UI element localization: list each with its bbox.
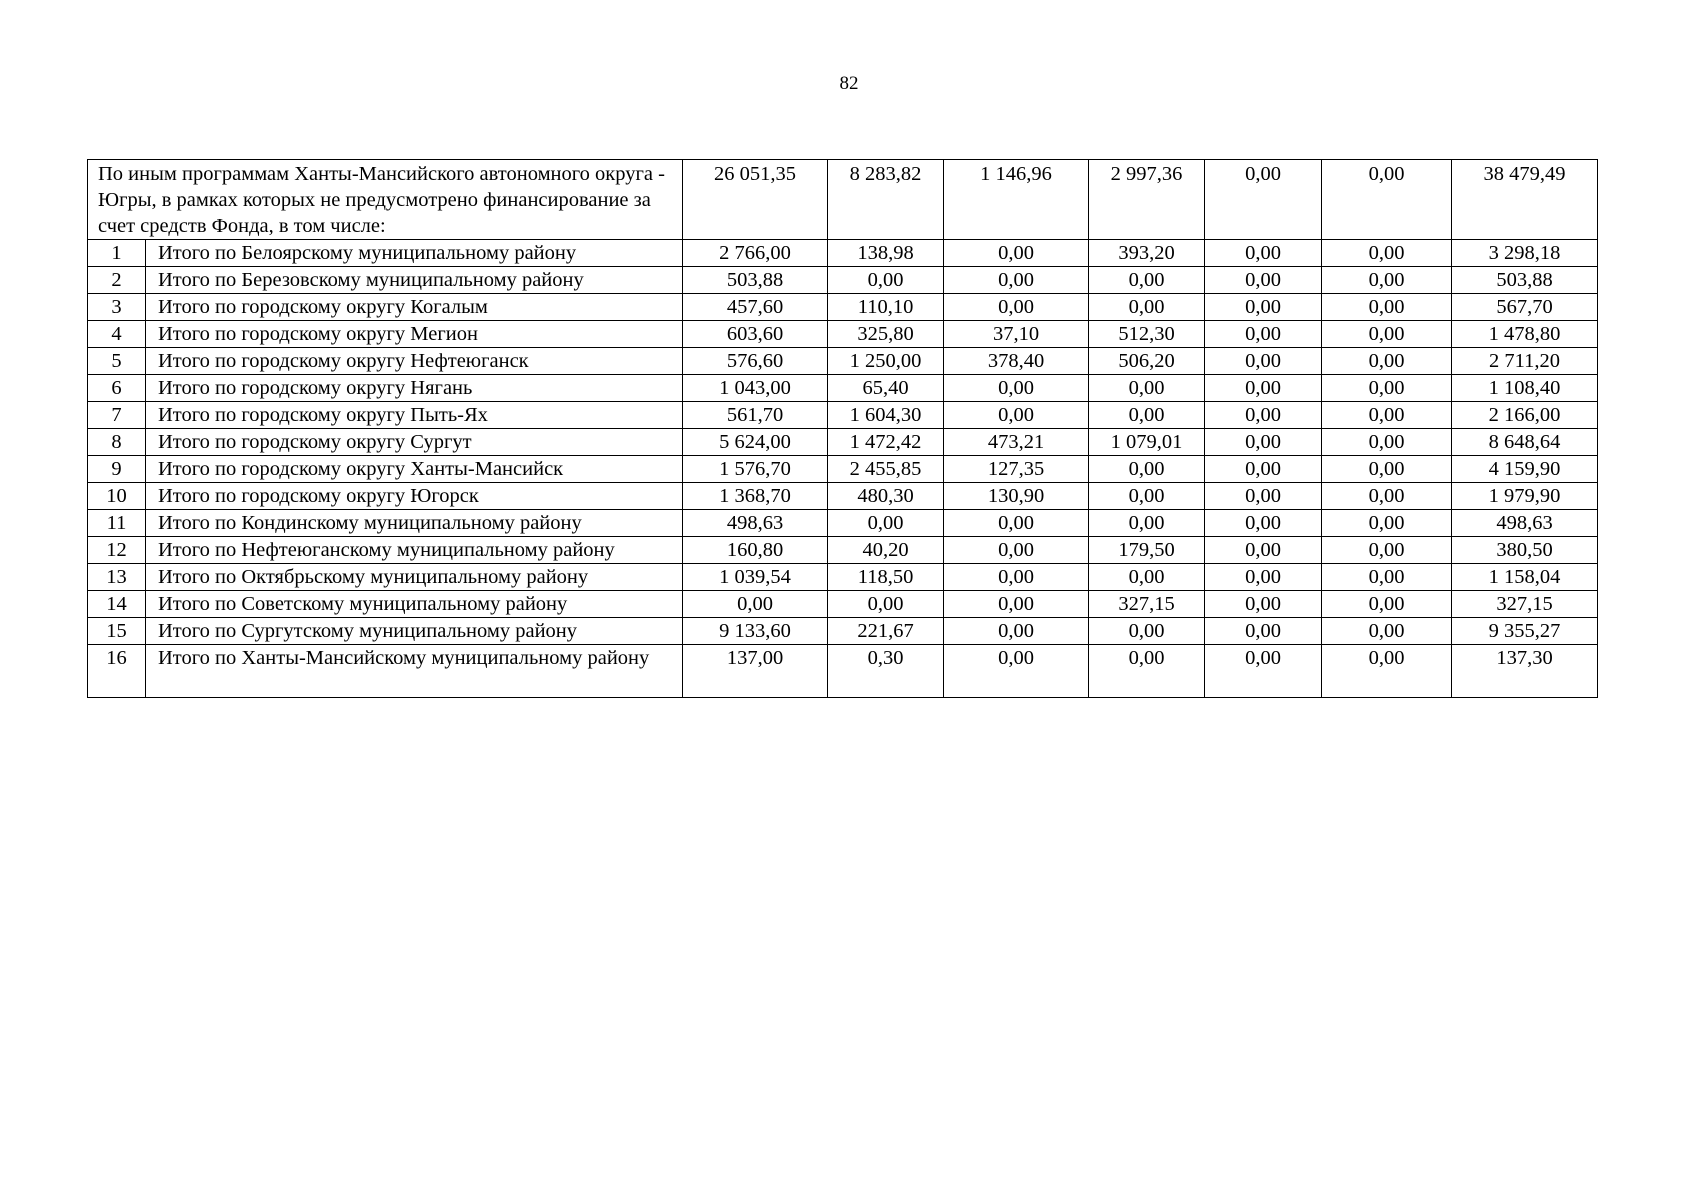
table-row	[88, 348, 1598, 375]
value-cell: 37,10	[944, 321, 1089, 348]
row-number-cell: 8	[88, 429, 146, 456]
value-cell: 1 576,70	[683, 456, 828, 483]
row-number-cell: 5	[88, 348, 146, 375]
value-cell: 38 479,49	[1452, 160, 1598, 240]
value-cell: 2 455,85	[828, 456, 944, 483]
table-row	[88, 402, 1598, 429]
value-cell: 0,00	[944, 645, 1089, 698]
value-cell: 498,63	[683, 510, 828, 537]
value-cell: 0,00	[1322, 240, 1452, 267]
value-cell: 1 368,70	[683, 483, 828, 510]
value-cell: 0,00	[1205, 483, 1322, 510]
value-cell: 0,00	[1322, 375, 1452, 402]
value-cell: 0,00	[828, 267, 944, 294]
row-label-cell: Итого по городскому округу Когалым	[146, 294, 683, 321]
row-number-cell: 4	[88, 321, 146, 348]
row-number-cell: 2	[88, 267, 146, 294]
row-label-cell: Итого по городскому округу Пыть-Ях	[146, 402, 683, 429]
value-cell: 221,67	[828, 618, 944, 645]
row-label-cell: Итого по Нефтеюганскому муниципальному району	[146, 537, 683, 564]
table-row	[88, 483, 1598, 510]
value-cell: 0,00	[828, 510, 944, 537]
row-label-cell: Итого по городскому округу Югорск	[146, 483, 683, 510]
value-cell: 0,00	[828, 591, 944, 618]
value-cell: 0,00	[944, 591, 1089, 618]
value-cell: 561,70	[683, 402, 828, 429]
value-cell: 0,00	[1322, 483, 1452, 510]
value-cell: 110,10	[828, 294, 944, 321]
row-number-cell: 3	[88, 294, 146, 321]
value-cell: 0,00	[1322, 591, 1452, 618]
value-cell: 0,00	[1205, 294, 1322, 321]
value-cell: 506,20	[1089, 348, 1205, 375]
table-row-intro	[88, 160, 1598, 240]
row-number-cell: 6	[88, 375, 146, 402]
value-cell: 1 604,30	[828, 402, 944, 429]
value-cell: 473,21	[944, 429, 1089, 456]
value-cell: 0,00	[1205, 402, 1322, 429]
row-number-cell: 12	[88, 537, 146, 564]
value-cell: 1 472,42	[828, 429, 944, 456]
value-cell: 0,00	[944, 375, 1089, 402]
value-cell: 160,80	[683, 537, 828, 564]
value-cell: 137,30	[1452, 645, 1598, 698]
value-cell: 8 283,82	[828, 160, 944, 240]
value-cell: 0,00	[944, 537, 1089, 564]
value-cell: 0,00	[1205, 429, 1322, 456]
value-cell: 503,88	[1452, 267, 1598, 294]
value-cell: 0,00	[1205, 618, 1322, 645]
value-cell: 0,00	[1205, 645, 1322, 698]
value-cell: 0,00	[1089, 456, 1205, 483]
row-number-cell: 16	[88, 645, 146, 698]
value-cell: 0,00	[944, 402, 1089, 429]
value-cell: 0,00	[1322, 429, 1452, 456]
value-cell: 0,00	[1322, 160, 1452, 240]
table-row	[88, 456, 1598, 483]
value-cell: 327,15	[1452, 591, 1598, 618]
value-cell: 0,00	[1205, 591, 1322, 618]
intro-label-cell: По иным программам Ханты-Мансийского автономного округа - Югры, в рамках которых не предусмотрено финансирование за счет средств Фонда, в том числе:	[88, 160, 683, 240]
value-cell: 0,00	[944, 564, 1089, 591]
value-cell: 393,20	[1089, 240, 1205, 267]
value-cell: 457,60	[683, 294, 828, 321]
value-cell: 0,00	[944, 618, 1089, 645]
value-cell: 0,00	[1322, 564, 1452, 591]
value-cell: 1 039,54	[683, 564, 828, 591]
value-cell: 0,00	[1322, 402, 1452, 429]
value-cell: 0,00	[1322, 267, 1452, 294]
value-cell: 2 766,00	[683, 240, 828, 267]
value-cell: 0,00	[1322, 456, 1452, 483]
page-number: 82	[839, 73, 859, 94]
value-cell: 1 250,00	[828, 348, 944, 375]
value-cell: 0,00	[1205, 160, 1322, 240]
value-cell: 0,00	[1322, 294, 1452, 321]
value-cell: 0,00	[944, 240, 1089, 267]
row-label-cell: Итого по Березовскому муниципальному району	[146, 267, 683, 294]
value-cell: 65,40	[828, 375, 944, 402]
value-cell: 0,00	[1089, 402, 1205, 429]
value-cell: 5 624,00	[683, 429, 828, 456]
row-label-cell: Итого по Советскому муниципальному району	[146, 591, 683, 618]
row-label-cell: Итого по городскому округу Мегион	[146, 321, 683, 348]
value-cell: 567,70	[1452, 294, 1598, 321]
value-cell: 0,00	[1089, 483, 1205, 510]
value-cell: 26 051,35	[683, 160, 828, 240]
value-cell: 0,00	[1205, 348, 1322, 375]
value-cell: 0,00	[1322, 510, 1452, 537]
row-number-cell: 10	[88, 483, 146, 510]
row-label-cell: Итого по Сургутскому муниципальному району	[146, 618, 683, 645]
value-cell: 0,00	[1322, 645, 1452, 698]
value-cell: 4 159,90	[1452, 456, 1598, 483]
value-cell: 325,80	[828, 321, 944, 348]
value-cell: 0,00	[1205, 321, 1322, 348]
value-cell: 0,00	[1205, 537, 1322, 564]
value-cell: 480,30	[828, 483, 944, 510]
table-row	[88, 240, 1598, 267]
value-cell: 0,00	[683, 591, 828, 618]
value-cell: 1 478,80	[1452, 321, 1598, 348]
value-cell: 118,50	[828, 564, 944, 591]
value-cell: 576,60	[683, 348, 828, 375]
table-row	[88, 321, 1598, 348]
table-row	[88, 591, 1598, 618]
row-number-cell: 13	[88, 564, 146, 591]
value-cell: 380,50	[1452, 537, 1598, 564]
value-cell: 0,00	[1205, 240, 1322, 267]
value-cell: 0,00	[1322, 537, 1452, 564]
row-label-cell: Итого по Кондинскому муниципальному району	[146, 510, 683, 537]
value-cell: 1 108,40	[1452, 375, 1598, 402]
value-cell: 0,00	[1089, 645, 1205, 698]
value-cell: 1 146,96	[944, 160, 1089, 240]
value-cell: 327,15	[1089, 591, 1205, 618]
value-cell: 3 298,18	[1452, 240, 1598, 267]
table-body	[88, 160, 1598, 698]
value-cell: 0,00	[1089, 294, 1205, 321]
value-cell: 2 166,00	[1452, 402, 1598, 429]
table-row	[88, 510, 1598, 537]
row-label-cell: Итого по городскому округу Нягань	[146, 375, 683, 402]
row-number-cell: 7	[88, 402, 146, 429]
row-label-cell: Итого по Белоярскому муниципальному району	[146, 240, 683, 267]
value-cell: 137,00	[683, 645, 828, 698]
table-row	[88, 618, 1598, 645]
table-row	[88, 429, 1598, 456]
value-cell: 0,00	[1089, 618, 1205, 645]
table-row	[88, 645, 1598, 698]
value-cell: 130,90	[944, 483, 1089, 510]
value-cell: 1 979,90	[1452, 483, 1598, 510]
value-cell: 0,00	[1089, 510, 1205, 537]
value-cell: 0,00	[1205, 267, 1322, 294]
row-label-cell: Итого по Ханты-Мансийскому муниципальному району	[146, 645, 683, 698]
row-label-cell: Итого по городскому округу Ханты-Мансийск	[146, 456, 683, 483]
value-cell: 0,00	[1205, 564, 1322, 591]
value-cell: 9 355,27	[1452, 618, 1598, 645]
value-cell: 603,60	[683, 321, 828, 348]
value-cell: 0,00	[944, 510, 1089, 537]
value-cell: 498,63	[1452, 510, 1598, 537]
row-number-cell: 11	[88, 510, 146, 537]
row-number-cell: 15	[88, 618, 146, 645]
financing-table	[87, 159, 1598, 698]
row-number-cell: 1	[88, 240, 146, 267]
value-cell: 0,00	[1205, 375, 1322, 402]
table-row	[88, 564, 1598, 591]
value-cell: 1 079,01	[1089, 429, 1205, 456]
value-cell: 512,30	[1089, 321, 1205, 348]
value-cell: 8 648,64	[1452, 429, 1598, 456]
row-label-cell: Итого по городскому округу Нефтеюганск	[146, 348, 683, 375]
value-cell: 2 997,36	[1089, 160, 1205, 240]
value-cell: 127,35	[944, 456, 1089, 483]
value-cell: 138,98	[828, 240, 944, 267]
value-cell: 0,00	[1089, 267, 1205, 294]
table-row	[88, 375, 1598, 402]
value-cell: 1 043,00	[683, 375, 828, 402]
value-cell: 9 133,60	[683, 618, 828, 645]
row-number-cell: 14	[88, 591, 146, 618]
table-row	[88, 294, 1598, 321]
value-cell: 0,00	[1089, 375, 1205, 402]
row-label-cell: Итого по Октябрьскому муниципальному району	[146, 564, 683, 591]
value-cell: 503,88	[683, 267, 828, 294]
row-label-cell: Итого по городскому округу Сургут	[146, 429, 683, 456]
value-cell: 40,20	[828, 537, 944, 564]
row-number-cell: 9	[88, 456, 146, 483]
value-cell: 179,50	[1089, 537, 1205, 564]
value-cell: 0,00	[1089, 564, 1205, 591]
value-cell: 0,00	[1322, 348, 1452, 375]
value-cell: 0,00	[944, 267, 1089, 294]
value-cell: 2 711,20	[1452, 348, 1598, 375]
table-row	[88, 267, 1598, 294]
value-cell: 0,00	[1322, 321, 1452, 348]
table-row	[88, 537, 1598, 564]
value-cell: 0,00	[1205, 510, 1322, 537]
value-cell: 1 158,04	[1452, 564, 1598, 591]
value-cell: 378,40	[944, 348, 1089, 375]
value-cell: 0,00	[1205, 456, 1322, 483]
value-cell: 0,00	[944, 294, 1089, 321]
value-cell: 0,00	[1322, 618, 1452, 645]
value-cell: 0,30	[828, 645, 944, 698]
